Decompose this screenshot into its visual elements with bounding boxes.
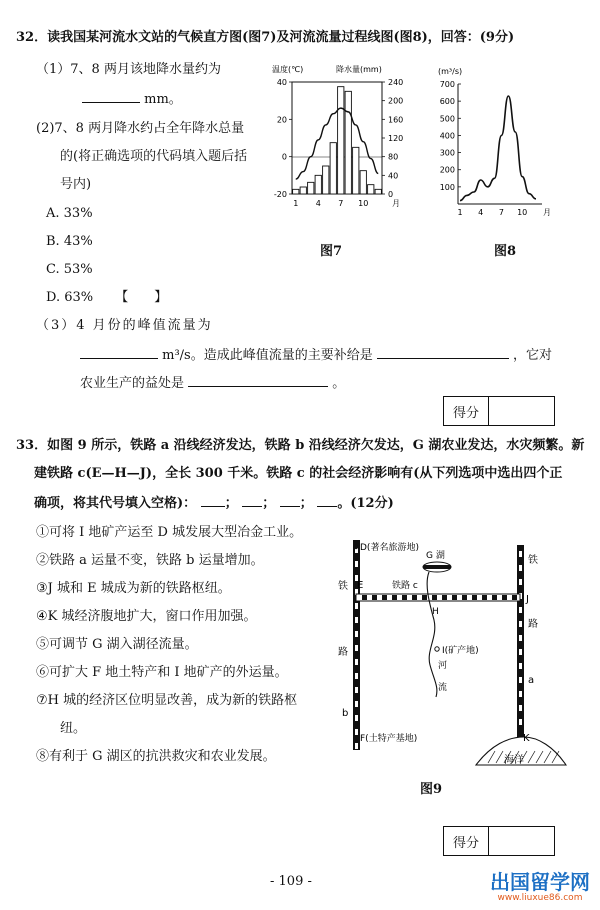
label-b: b [342, 708, 349, 719]
label-i: I(矿产地) [442, 646, 479, 656]
railway-c-dash [512, 595, 517, 600]
fig8-y-tick-label: 100 [439, 182, 455, 192]
q32-option-d-label: D. 63% [46, 290, 94, 305]
fig7-precip-bar-4 [315, 175, 321, 194]
fig7-precip-bar-3 [308, 182, 314, 194]
fig8-y-tick-label: 400 [439, 131, 455, 141]
railway-b-gap [355, 645, 358, 651]
q33-option-4: ④K 城经济腹地扩大，窗口作用加强。 [36, 609, 257, 624]
label-d: D(著名旅游地) [360, 543, 419, 553]
q33-option-1: ①可将 I 地矿产运至 D 城发展大型冶金工业。 [36, 525, 303, 540]
q32-part3-line3 [80, 374, 345, 392]
q33-stem-line3 [34, 494, 394, 512]
site-f [354, 736, 358, 740]
railway-c-dash [442, 595, 447, 600]
label-tie-right: 铁 [528, 555, 538, 566]
river [427, 572, 437, 697]
fig8-x-tick-label: 1 [457, 208, 463, 217]
q33-score-box [443, 826, 555, 856]
q33-option-5: ⑤可调节 G 湖入湖径流量。 [36, 637, 198, 652]
q33-stem-line1: 33．如图 9 所示，铁路 a 沿线经济发达，铁路 b 沿线经济欠发达，G 湖农业发达，水灾频繁。新 [16, 438, 585, 453]
railway-b-gap [355, 687, 358, 693]
railway-c-dash [492, 595, 497, 600]
railway-c-dash [502, 595, 507, 600]
railway-c-dash [402, 595, 407, 600]
label-lu-left: 路 [338, 647, 348, 658]
q33-stem-end: 。(12分) [337, 496, 394, 511]
fig8-y-tick-label: 300 [439, 148, 455, 158]
q32-score-label: 得分 [444, 397, 489, 425]
fig8-caption: 图8 [494, 244, 517, 259]
label-f: F(土特产基地) [360, 734, 418, 744]
q32-option-b: B. 43% [46, 234, 93, 249]
q33-score-label: 得分 [444, 827, 489, 855]
fig7-climate-chart [262, 60, 422, 220]
q32-part1-blank[interactable] [82, 90, 140, 103]
q33-option-7-cont: 纽。 [60, 721, 87, 736]
railway-a-gap [519, 565, 522, 571]
fig7-x-tick-label: 10 [358, 199, 369, 208]
railway-b-gap [355, 743, 358, 749]
railway-c-dash [392, 595, 397, 600]
fig7-right-tick-label: 200 [388, 96, 404, 106]
fig7-right-tick-label: 0 [388, 190, 394, 199]
railway-a-gap [519, 635, 522, 641]
fig7-temperature-curve [296, 108, 379, 179]
q33-option-7: ⑦H 城的经济区位明显改善，成为新的铁路枢 [36, 693, 298, 708]
fig8-x-tick-label: 10 [517, 208, 528, 217]
railway-c-dash [432, 595, 437, 600]
railway-b-gap [355, 715, 358, 721]
fig7-left-tick-label: 40 [276, 78, 287, 87]
fig7-precip-bar-6 [330, 143, 336, 194]
fig7-x-tick-label: 月 [392, 199, 400, 208]
railway-c-dash [472, 595, 477, 600]
fig7-x-tick-label: 7 [338, 199, 344, 208]
label-j: J [526, 594, 529, 605]
railway-c-dash [412, 595, 417, 600]
railway-c-dash [462, 595, 467, 600]
fig7-precip-bar-7 [338, 87, 344, 194]
railway-a-gap [519, 649, 522, 655]
fig8-x-tick-label: 月 [543, 208, 551, 217]
page-number: - 109 - [270, 874, 312, 889]
q32-part3-end: 。 [332, 376, 346, 391]
label-g: G 湖 [426, 551, 445, 561]
q33-stem-line2: 建铁路 c(E—H—J)，全长 300 千米。铁路 c 的社会经济影响有(从下列选项中选出四个正 [34, 466, 563, 481]
fig7-precip-bar-12 [375, 189, 381, 194]
q32-part2-line3: 号内) [60, 177, 92, 192]
label-sea: 海洋 [504, 755, 524, 766]
q33-sep-2: ； [262, 496, 276, 511]
railway-c-dash [382, 595, 387, 600]
q32-part3-line2 [80, 346, 552, 364]
railway-c-dash [482, 595, 487, 600]
fig7-left-tick-label: 20 [276, 115, 287, 125]
q33-blank-4[interactable] [317, 494, 337, 507]
q32-part1 [36, 62, 221, 78]
q32-part3-benefit-blank[interactable] [188, 374, 328, 387]
q32-score-cell[interactable] [489, 397, 554, 425]
label-railway-c: 铁路 c [392, 581, 418, 591]
watermark-url: www.liuxue86.com [497, 893, 583, 903]
label-lu-right: 路 [528, 619, 538, 630]
label-tie-left: 铁 [338, 581, 348, 592]
railway-c-dash [362, 595, 367, 600]
q33-stem-line3-text: 确项，将其代号填入空格)： [34, 496, 197, 511]
railway-c-dash [422, 595, 427, 600]
fig7-right-tick-label: 160 [388, 115, 404, 125]
watermark [490, 871, 590, 904]
fig7-precip-bar-1 [293, 189, 299, 194]
railway-a-gap [519, 705, 522, 711]
fig7-ylabel-right: 降水量(mm) [336, 65, 382, 74]
label-k: K [523, 733, 530, 744]
railway-b-gap [355, 603, 358, 609]
fig7-x-tick-label: 1 [293, 199, 299, 208]
q33-option-3: ③J 城和 E 城成为新的铁路枢纽。 [36, 581, 231, 596]
railway-a-gap [519, 691, 522, 697]
q32-stem: 32．读我国某河流水文站的气候直方图(图7)及河流流量过程线图(图8)，回答：(9分) [16, 30, 515, 45]
q32-part1-answer [82, 90, 182, 108]
fig7-precip-bar-10 [360, 171, 366, 194]
fig7-right-tick-label: 120 [388, 134, 404, 143]
q32-part3-line1: （3）4 月份的峰值流量为 [36, 318, 213, 333]
label-a: a [528, 675, 535, 686]
q32-part1-unit: mm。 [144, 92, 182, 107]
railway-b-gap [355, 561, 358, 567]
fig7-left-tick-label: -20 [273, 190, 287, 199]
fig7-caption: 图7 [320, 244, 343, 259]
fig8-ylabel: (m³/s) [438, 67, 463, 76]
fig7-x-tick-label: 4 [315, 199, 321, 208]
fig7-precip-bar-2 [300, 187, 306, 194]
railway-a-gap [519, 551, 522, 557]
q32-part3-peak-blank[interactable] [80, 346, 158, 359]
fig7-precip-bar-5 [323, 166, 329, 194]
fig7-right-tick-label: 240 [388, 78, 404, 87]
railway-a-gap [519, 621, 522, 627]
label-liu: 流 [438, 683, 448, 693]
q32-part3-unit: m³/s。造成此峰值流量的主要补给是 [162, 348, 373, 363]
railway-a-gap [519, 719, 522, 725]
q33-sep-1: ； [224, 496, 238, 511]
q32-answer-bracket[interactable]: 【 】 [115, 290, 168, 305]
q32-option-a: A. 33% [46, 206, 93, 221]
q33-blank-1[interactable] [201, 494, 225, 507]
label-e: E [357, 580, 364, 591]
q32-part2-line1: (2)7、8 两月降水约占全年降水总量 [36, 121, 245, 136]
railway-c-dash [372, 595, 377, 600]
q33-option-6: ⑥可扩大 F 地土特产和 I 地矿产的外运量。 [36, 665, 288, 680]
fig7-precip-bar-11 [368, 185, 374, 194]
q33-option-2: ②铁路 a 运量不变，铁路 b 运量增加。 [36, 553, 264, 568]
fig9-caption: 图9 [420, 782, 443, 797]
fig8-discharge-curve [460, 96, 536, 201]
railway-c-dash [452, 595, 457, 600]
fig7-plot-frame [292, 82, 382, 194]
q32-option-d [46, 290, 167, 306]
railway-a-gap [519, 579, 522, 585]
q32-score-box [443, 396, 555, 426]
fig8-x-tick-label: 4 [478, 208, 484, 217]
railway-b-gap [355, 659, 358, 665]
fig8-y-tick-label: 700 [439, 80, 455, 89]
q33-blank-2[interactable] [242, 494, 262, 507]
railway-b-gap [355, 701, 358, 707]
fig7-precip-bar-8 [345, 91, 351, 194]
q33-blank-3[interactable] [280, 494, 300, 507]
fig7-right-tick-label: 80 [388, 152, 399, 162]
q32-part2-line2: 的(将正确选项的代码填入题后括 [60, 149, 248, 164]
railway-b-gap [355, 617, 358, 623]
city-d [354, 545, 358, 549]
q32-part3-benefit-label: 农业生产的益处是 [80, 376, 185, 391]
q33-option-8: ⑧有利于 G 湖区的抗洪救灾和农业发展。 [36, 749, 276, 764]
watermark-logo-text: 出国留学网 [490, 870, 590, 894]
fig7-left-tick-label: 0 [281, 152, 287, 162]
railway-a-gap [519, 607, 522, 613]
label-he: 河 [438, 661, 448, 671]
fig9-railway-map [326, 525, 576, 775]
q33-sep-3: ； [299, 496, 313, 511]
site-i [435, 647, 439, 651]
fig8-discharge-chart [430, 62, 555, 220]
fig7-precip-bar-9 [353, 147, 359, 194]
q33-score-cell[interactable] [489, 827, 554, 855]
fig7-right-tick-label: 40 [388, 171, 399, 181]
q32-option-c: C. 53% [46, 262, 93, 277]
railway-b-gap [355, 631, 358, 637]
q32-part1-text: （1）7、8 两月该地降水量约为 [36, 62, 221, 77]
fig8-y-tick-label: 200 [439, 165, 455, 175]
fig8-x-tick-label: 7 [498, 208, 505, 217]
railway-b-gap [355, 673, 358, 679]
railway-b-gap [355, 729, 358, 735]
railway-a-gap [519, 663, 522, 669]
label-h: H [432, 607, 439, 617]
fig8-y-tick-label: 500 [439, 114, 455, 124]
lake-g [423, 562, 451, 572]
q32-part3-tail: ，它对 [513, 348, 553, 363]
railway-a-gap [519, 677, 522, 683]
fig7-ylabel-left: 温度(℃) [272, 65, 304, 74]
fig8-y-tick-label: 600 [439, 97, 455, 107]
q32-part3-supply-blank[interactable] [377, 346, 509, 359]
